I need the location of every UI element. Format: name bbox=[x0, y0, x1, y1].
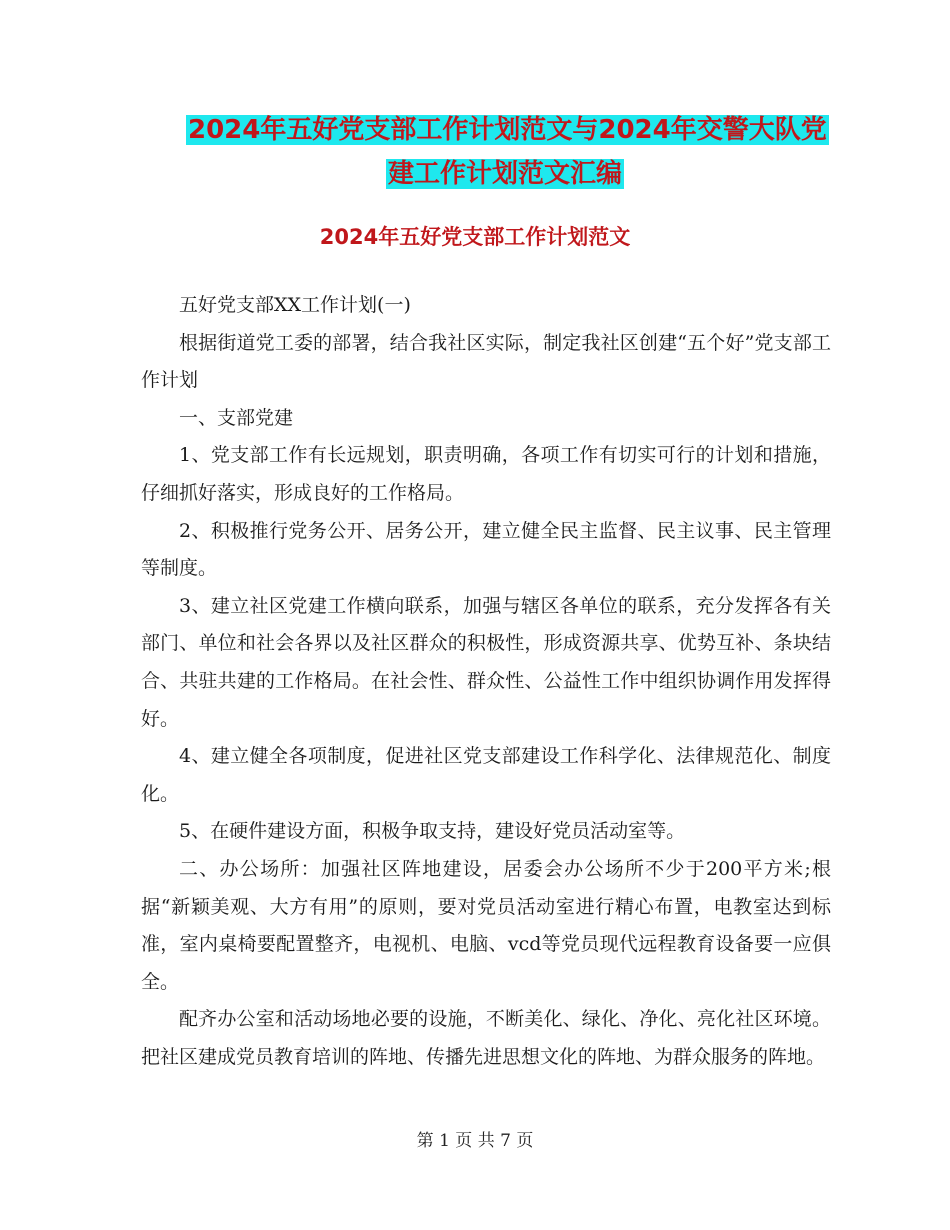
paragraph: 二、办公场所：加强社区阵地建设，居委会办公场所不少于200平方米;根据“新颖美观、大方有用”的原则，要对党员活动室进行精心布置，电教室达到标准，室内桌椅要配置整齐，电视机、电脑、vcd等党员现代远程教育设备要一应俱全。 bbox=[141, 857, 831, 993]
document-title-line-1 bbox=[186, 110, 829, 150]
paragraph: 3、建立社区党建工作横向联系，加强与辖区各单位的联系，充分发挥各有关部门、单位和社会各界以及社区群众的积极性，形成资源共享、优势互补、条块结合、共驻共建的工作格局。在社会性、群众性、公益性工作中组织协调作用发挥得好。 bbox=[141, 594, 831, 730]
document-body bbox=[141, 287, 831, 1076]
section-title: 2024年五好党支部工作计划范文 bbox=[319, 225, 631, 249]
paragraph: 五好党支部XX工作计划(一) bbox=[179, 294, 411, 316]
title-highlight: 2024年五好党支部工作计划范文与2024年交警大队党 bbox=[188, 115, 827, 145]
page-footer: 第 1 页 共 7 页 bbox=[416, 1131, 534, 1151]
document-title-line-2 bbox=[386, 154, 624, 194]
paragraph: 一、支部党建 bbox=[179, 406, 294, 429]
paragraph: 配齐办公室和活动场地必要的设施，不断美化、绿化、净化、亮化社区环境。把社区建成党员教育培训的阵地、传播先进思想文化的阵地、为群众服务的阵地。 bbox=[141, 1008, 831, 1068]
paragraph: 4、建立健全各项制度，促进社区党支部建设工作科学化、法律规范化、制度化。 bbox=[141, 745, 831, 805]
paragraph: 5、在硬件建设方面，积极争取支持，建设好党员活动室等。 bbox=[179, 820, 686, 843]
title-highlight: 建工作计划范文汇编 bbox=[388, 159, 623, 189]
paragraph: 2、积极推行党务公开、居务公开，建立健全民主监督、民主议事、民主管理等制度。 bbox=[141, 519, 831, 580]
paragraph: 1、党支部工作有长远规划，职责明确，各项工作有切实可行的计划和措施，仔细抓好落实，形成良好的工作格局。 bbox=[141, 444, 831, 504]
paragraph: 根据街道党工委的部署，结合我社区实际，制定我社区创建“五个好”党支部工作计划 bbox=[141, 331, 831, 392]
